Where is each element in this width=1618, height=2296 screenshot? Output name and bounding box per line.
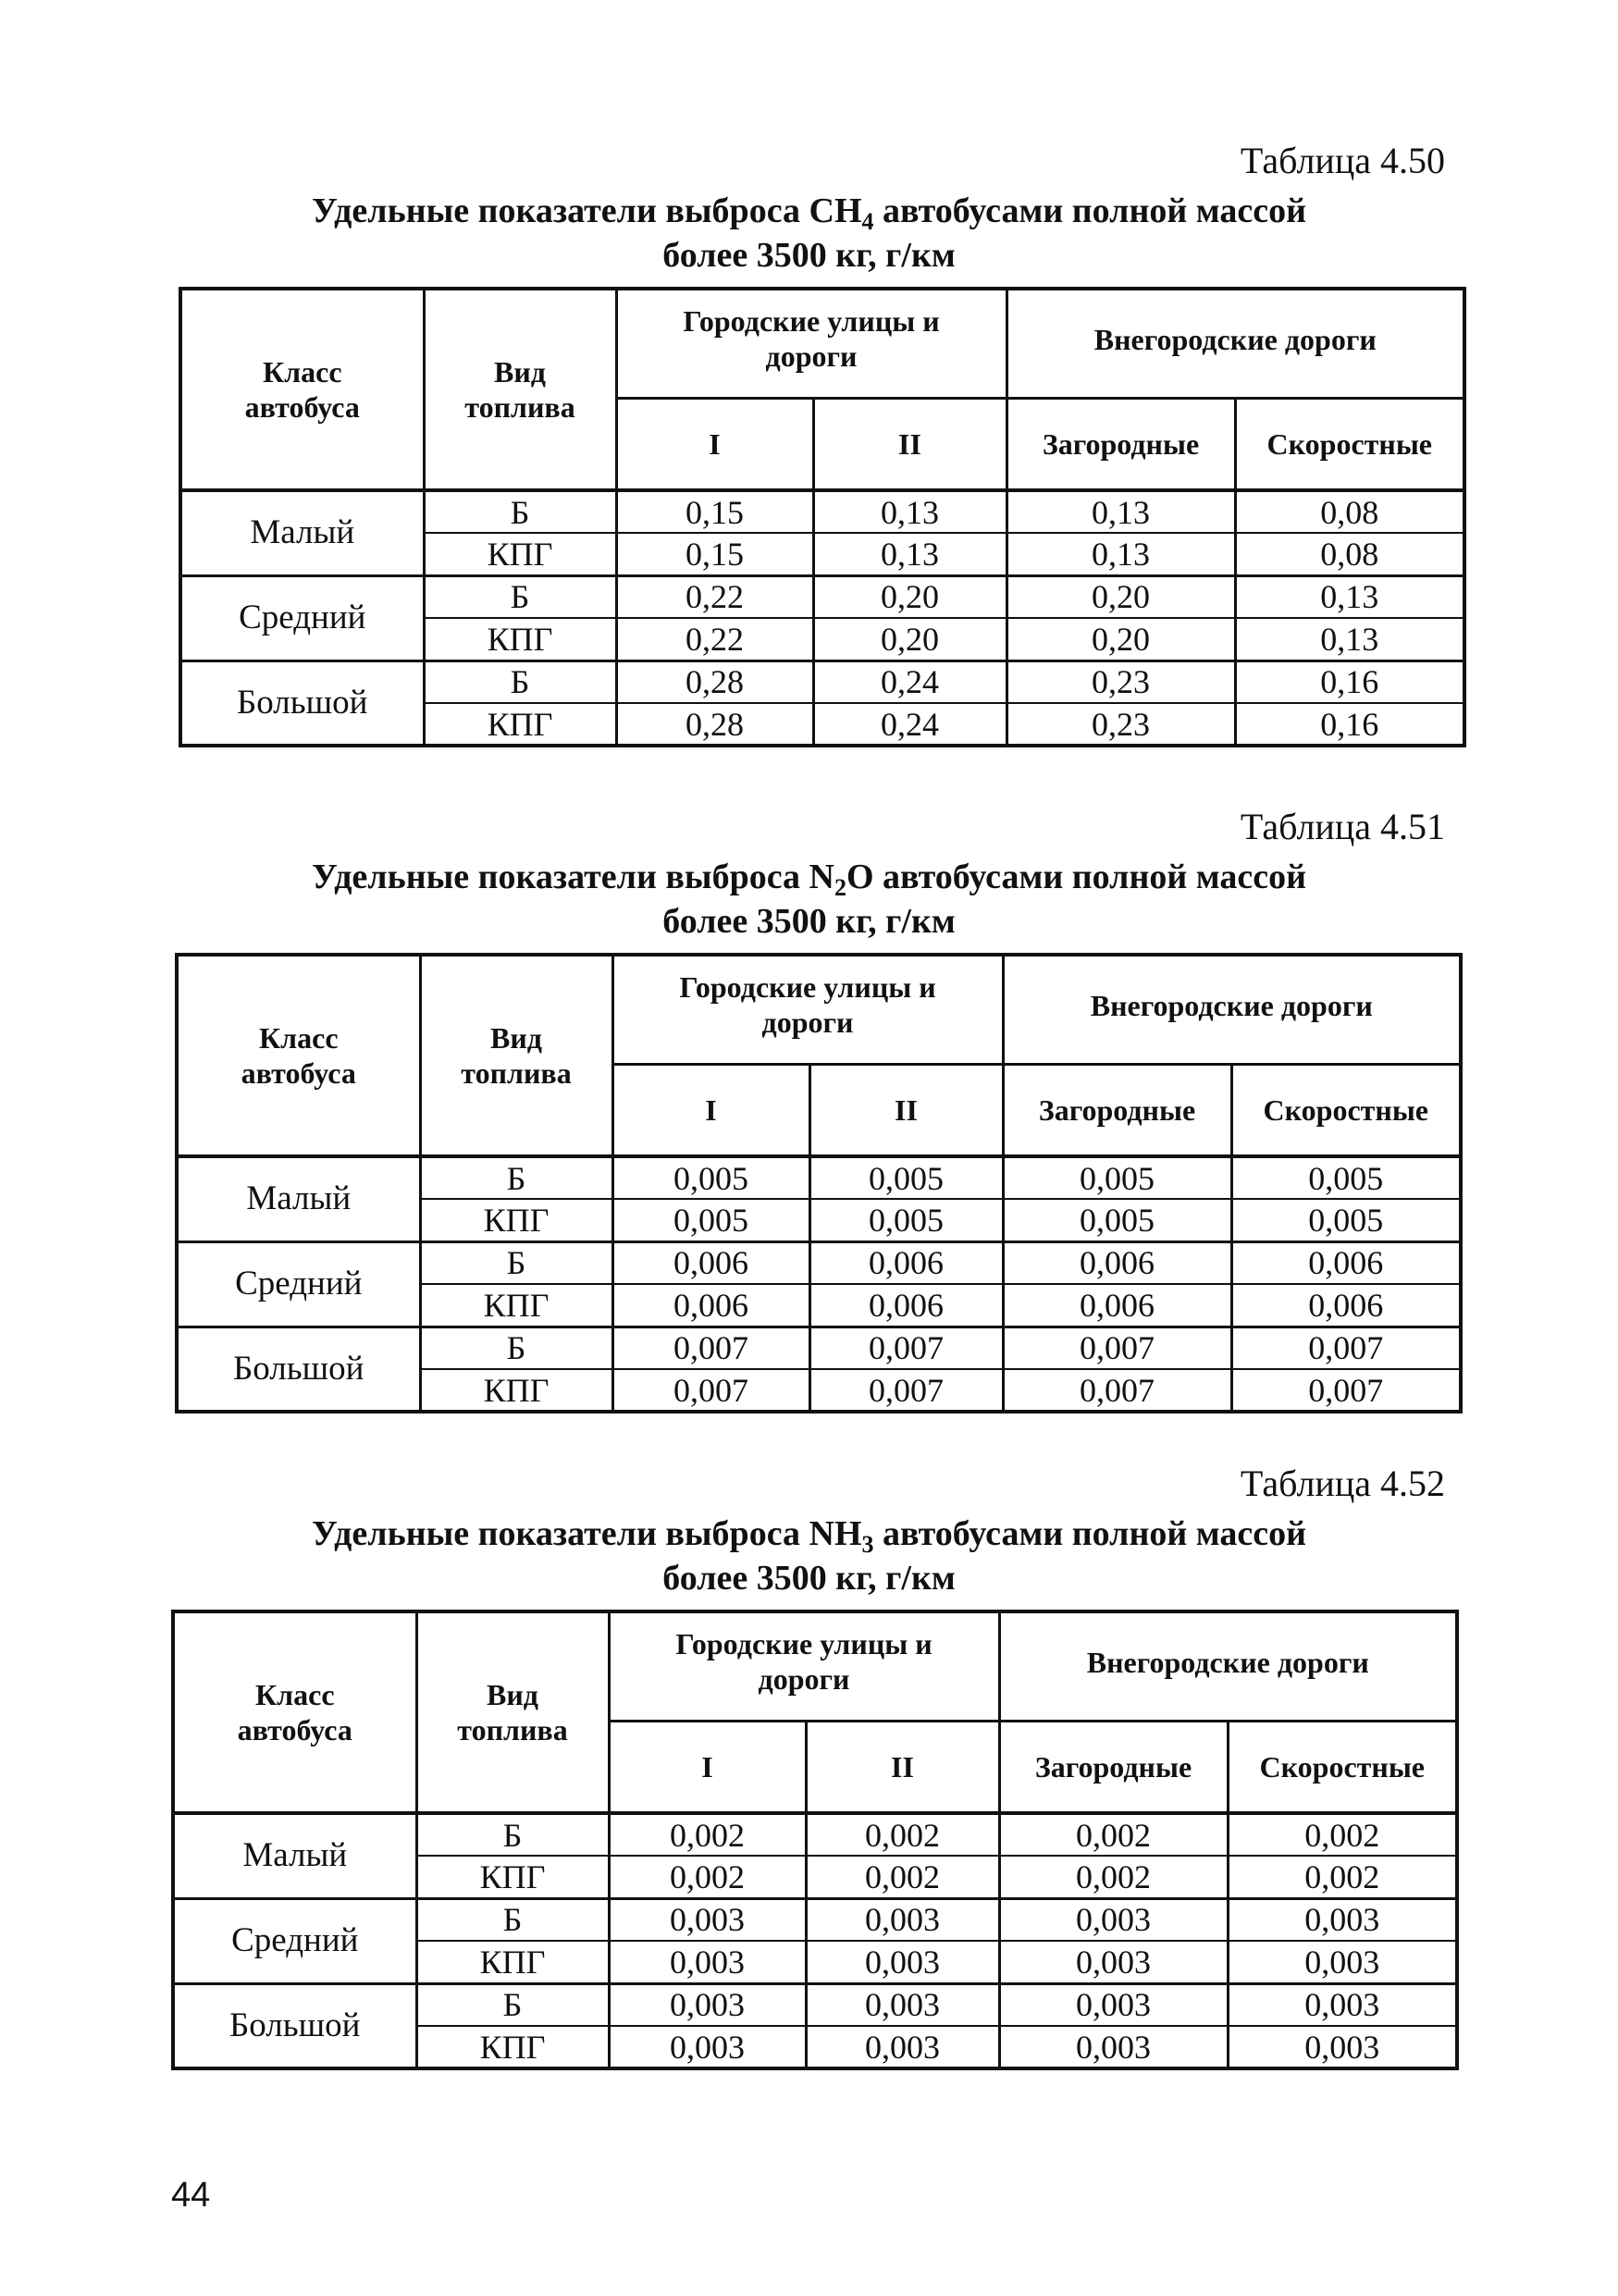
value-cell: 0,20 <box>1007 618 1235 660</box>
caption-text: автобусами полной массой <box>873 1514 1307 1553</box>
table-caption-line2: более 3500 кг, г/км <box>662 236 956 275</box>
table-row <box>173 1983 1457 2026</box>
header-express: Скоростные <box>1235 398 1464 490</box>
value-cell: 0,16 <box>1235 703 1464 746</box>
caption-text: автобусами полной массой <box>873 191 1307 230</box>
fuel-cell: Б <box>416 1983 609 2026</box>
value-cell: 0,002 <box>1228 1813 1457 1856</box>
value-cell: 0,003 <box>1228 1983 1457 2026</box>
fuel-cell: Б <box>416 1898 609 1941</box>
fuel-cell: Б <box>420 1327 612 1369</box>
value-cell: 0,13 <box>1235 618 1464 660</box>
header-bus-class: Класс автобуса <box>177 955 420 1156</box>
fuel-cell: Б <box>424 575 616 618</box>
bus-class-cell: Малый <box>180 490 424 575</box>
bus-class-cell: Средний <box>173 1898 416 1983</box>
value-cell: 0,22 <box>616 618 813 660</box>
header-bus-class: Класс автобуса <box>173 1611 416 1813</box>
value-cell: 0,005 <box>612 1199 809 1241</box>
bus-class-cell: Малый <box>177 1156 420 1241</box>
fuel-cell: КПГ <box>420 1284 612 1327</box>
header-suburban: Загородные <box>1007 398 1235 490</box>
value-cell: 0,003 <box>999 2026 1228 2068</box>
table-row <box>180 490 1464 533</box>
bus-class-cell: Средний <box>177 1241 420 1327</box>
value-cell: 0,20 <box>813 575 1007 618</box>
value-cell: 0,006 <box>1231 1284 1461 1327</box>
value-cell: 0,002 <box>806 1813 999 1856</box>
bus-class-cell: Средний <box>180 575 424 660</box>
value-cell: 0,003 <box>609 1898 806 1941</box>
value-cell: 0,002 <box>609 1856 806 1898</box>
value-cell: 0,006 <box>809 1284 1003 1327</box>
fuel-cell: КПГ <box>420 1199 612 1241</box>
header-fuel-type: Вид топлива <box>416 1611 609 1813</box>
header-express: Скоростные <box>1231 1064 1461 1156</box>
header-city-ii: II <box>813 398 1007 490</box>
value-cell: 0,002 <box>806 1856 999 1898</box>
fuel-cell: КПГ <box>416 2026 609 2068</box>
value-cell: 0,002 <box>609 1813 806 1856</box>
value-cell: 0,005 <box>612 1156 809 1199</box>
value-cell: 0,006 <box>1003 1284 1231 1327</box>
table-caption <box>0 189 1618 233</box>
value-cell: 0,13 <box>1007 533 1235 575</box>
caption-subscript: 3 <box>861 1531 874 1558</box>
table-row <box>180 660 1464 703</box>
value-cell: 0,007 <box>612 1327 809 1369</box>
value-cell: 0,007 <box>1231 1369 1461 1412</box>
caption-text: Удельные показатели выброса CH <box>311 191 862 230</box>
table-caption-line2: более 3500 кг, г/км <box>662 1559 956 1598</box>
header-fuel-type: Вид топлива <box>420 955 612 1156</box>
header-outside-roads: Внегородские дороги <box>999 1611 1457 1721</box>
table-row <box>173 1813 1457 1856</box>
value-cell: 0,005 <box>1003 1199 1231 1241</box>
header-suburban: Загородные <box>999 1721 1228 1813</box>
value-cell: 0,20 <box>1007 575 1235 618</box>
value-cell: 0,22 <box>616 575 813 618</box>
value-cell: 0,007 <box>809 1369 1003 1412</box>
fuel-cell: КПГ <box>420 1369 612 1412</box>
table-caption <box>0 855 1618 899</box>
value-cell: 0,002 <box>999 1856 1228 1898</box>
value-cell: 0,16 <box>1235 660 1464 703</box>
bus-class-cell: Большой <box>180 660 424 746</box>
fuel-cell: КПГ <box>416 1941 609 1983</box>
value-cell: 0,13 <box>813 490 1007 533</box>
value-cell: 0,08 <box>1235 533 1464 575</box>
fuel-cell: Б <box>420 1156 612 1199</box>
value-cell: 0,24 <box>813 660 1007 703</box>
table-row <box>173 1898 1457 1941</box>
fuel-cell: КПГ <box>424 533 616 575</box>
value-cell: 0,007 <box>1003 1327 1231 1369</box>
value-cell: 0,007 <box>809 1327 1003 1369</box>
bus-class-cell: Малый <box>173 1813 416 1898</box>
value-cell: 0,003 <box>806 1941 999 1983</box>
value-cell: 0,28 <box>616 703 813 746</box>
value-cell: 0,006 <box>612 1241 809 1284</box>
value-cell: 0,23 <box>1007 703 1235 746</box>
value-cell: 0,13 <box>1235 575 1464 618</box>
caption-text: O автобусами полной массой <box>846 858 1307 896</box>
table-number: Таблица 4.50 <box>1240 140 1445 181</box>
value-cell: 0,15 <box>616 490 813 533</box>
value-cell: 0,003 <box>1228 1941 1457 1983</box>
value-cell: 0,003 <box>999 1983 1228 2026</box>
value-cell: 0,003 <box>806 1983 999 2026</box>
value-cell: 0,005 <box>1231 1199 1461 1241</box>
header-express: Скоростные <box>1228 1721 1457 1813</box>
table-row <box>180 575 1464 618</box>
value-cell: 0,007 <box>612 1369 809 1412</box>
caption-text: Удельные показатели выброса NH <box>311 1514 862 1553</box>
header-city-i: I <box>609 1721 806 1813</box>
value-cell: 0,006 <box>1231 1241 1461 1284</box>
header-suburban: Загородные <box>1003 1064 1231 1156</box>
table-caption <box>0 1512 1618 1556</box>
header-city-ii: II <box>806 1721 999 1813</box>
value-cell: 0,007 <box>1231 1327 1461 1369</box>
header-city-roads: Городские улицы и дороги <box>612 955 1003 1064</box>
header-bus-class: Класс автобуса <box>180 289 424 490</box>
value-cell: 0,003 <box>1228 2026 1457 2068</box>
value-cell: 0,20 <box>813 618 1007 660</box>
caption-subscript: 4 <box>861 208 874 235</box>
table-number: Таблица 4.51 <box>1240 806 1445 847</box>
header-fuel-type: Вид топлива <box>424 289 616 490</box>
value-cell: 0,003 <box>609 1983 806 2026</box>
table-caption-line2: более 3500 кг, г/км <box>662 902 956 941</box>
fuel-cell: Б <box>424 490 616 533</box>
value-cell: 0,002 <box>999 1813 1228 1856</box>
page-number: 44 <box>171 2176 211 2215</box>
bus-class-cell: Большой <box>177 1327 420 1412</box>
header-city-i: I <box>612 1064 809 1156</box>
value-cell: 0,003 <box>609 1941 806 1983</box>
table-row <box>177 1327 1461 1369</box>
header-city-roads: Городские улицы и дороги <box>609 1611 999 1721</box>
emission-table <box>175 953 1463 1413</box>
value-cell: 0,003 <box>1228 1898 1457 1941</box>
emission-table <box>179 287 1466 747</box>
table-row <box>177 1241 1461 1284</box>
value-cell: 0,13 <box>813 533 1007 575</box>
value-cell: 0,007 <box>1003 1369 1231 1412</box>
value-cell: 0,005 <box>809 1156 1003 1199</box>
fuel-cell: КПГ <box>416 1856 609 1898</box>
header-city-roads: Городские улицы и дороги <box>616 289 1007 398</box>
value-cell: 0,003 <box>806 1898 999 1941</box>
value-cell: 0,15 <box>616 533 813 575</box>
caption-subscript: 2 <box>834 874 846 901</box>
fuel-cell: Б <box>420 1241 612 1284</box>
value-cell: 0,23 <box>1007 660 1235 703</box>
value-cell: 0,006 <box>612 1284 809 1327</box>
value-cell: 0,005 <box>1231 1156 1461 1199</box>
fuel-cell: КПГ <box>424 703 616 746</box>
header-outside-roads: Внегородские дороги <box>1007 289 1464 398</box>
header-city-i: I <box>616 398 813 490</box>
value-cell: 0,003 <box>609 2026 806 2068</box>
value-cell: 0,28 <box>616 660 813 703</box>
fuel-cell: Б <box>416 1813 609 1856</box>
value-cell: 0,005 <box>1003 1156 1231 1199</box>
bus-class-cell: Большой <box>173 1983 416 2068</box>
value-cell: 0,002 <box>1228 1856 1457 1898</box>
fuel-cell: Б <box>424 660 616 703</box>
value-cell: 0,08 <box>1235 490 1464 533</box>
value-cell: 0,006 <box>809 1241 1003 1284</box>
value-cell: 0,005 <box>809 1199 1003 1241</box>
table-number: Таблица 4.52 <box>1240 1463 1445 1504</box>
caption-text: Удельные показатели выброса N <box>311 858 834 896</box>
fuel-cell: КПГ <box>424 618 616 660</box>
table-row <box>177 1156 1461 1199</box>
value-cell: 0,24 <box>813 703 1007 746</box>
value-cell: 0,003 <box>806 2026 999 2068</box>
emission-table <box>171 1610 1459 2070</box>
value-cell: 0,13 <box>1007 490 1235 533</box>
value-cell: 0,006 <box>1003 1241 1231 1284</box>
header-city-ii: II <box>809 1064 1003 1156</box>
value-cell: 0,003 <box>999 1941 1228 1983</box>
header-outside-roads: Внегородские дороги <box>1003 955 1461 1064</box>
value-cell: 0,003 <box>999 1898 1228 1941</box>
